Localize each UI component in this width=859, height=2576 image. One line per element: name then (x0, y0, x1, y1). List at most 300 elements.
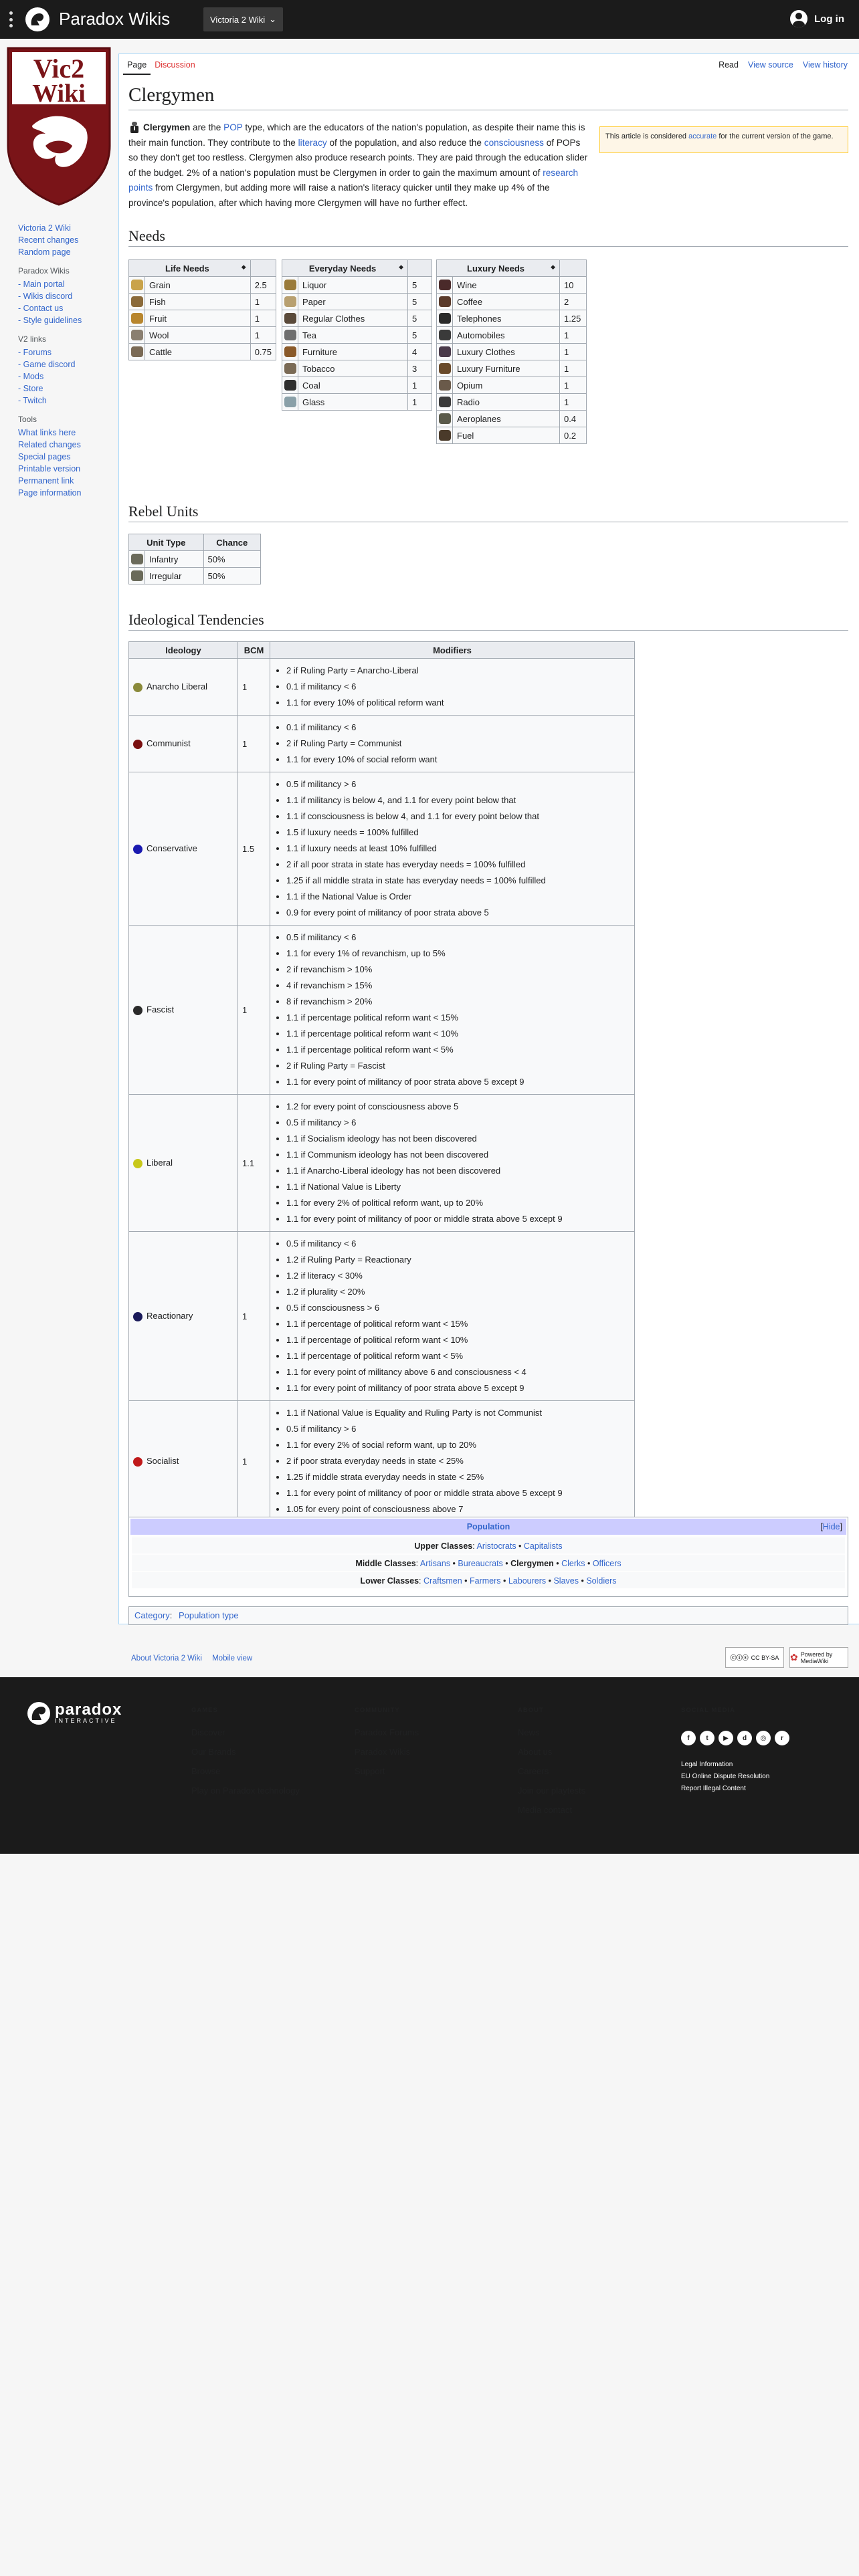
paradox-brand: paradox (55, 1701, 122, 1719)
youtube-icon[interactable]: ▶ (719, 1731, 733, 1745)
wiki-selector[interactable] (203, 7, 283, 31)
infantry-icon (131, 554, 143, 564)
notice-accurate-link[interactable]: accurate (688, 132, 717, 140)
wiki-logo[interactable] (5, 45, 112, 206)
tea-icon (284, 330, 296, 340)
luxury-needs-header[interactable] (437, 260, 560, 277)
unit-icon-cell (129, 568, 145, 584)
sidebar (18, 222, 118, 506)
tab-page[interactable]: Page (123, 60, 151, 75)
modifier-list (286, 1236, 630, 1396)
luxury-clothes-icon (439, 346, 451, 357)
navbox-link-bureaucrats[interactable]: Bureaucrats (458, 1559, 503, 1568)
navbox-link-officers[interactable]: Officers (592, 1559, 622, 1568)
need-row (129, 277, 276, 294)
modifier-item: • 1.2 for every point of consciousness above 5 (286, 1099, 630, 1115)
unit-chance: 50% (203, 551, 260, 568)
sidebar-link-contact-us[interactable]: - Contact us (18, 304, 64, 313)
good-name: Fruit (145, 310, 251, 327)
good-name: Fuel (453, 427, 560, 444)
paradox-logo-icon[interactable] (25, 7, 50, 31)
modifier-item: • 1.05 for every point of consciousness above 7 (286, 1501, 630, 1517)
footer-links (131, 1654, 252, 1662)
sidebar-link-special-pages[interactable]: Special pages (18, 452, 71, 461)
mediawiki-label: Powered by MediaWiki (800, 1650, 833, 1665)
intro-paragraph (128, 120, 848, 211)
radio-icon (439, 397, 451, 407)
population-navbox (128, 1517, 848, 1597)
navbox-link-slaves[interactable]: Slaves (553, 1576, 579, 1586)
conservative-ideology-icon (133, 845, 142, 854)
tab-view-source[interactable]: View source (747, 60, 793, 70)
wiki-selector-label: Victoria 2 Wiki (210, 14, 266, 25)
ideology-bcm: 1 (238, 659, 270, 716)
modifier-item: • 1.25 if all middle strata in state has everyday needs = 100% fulfilled (286, 873, 630, 889)
sidebar-link-wikis-discord[interactable]: - Wikis discord (18, 292, 73, 301)
login-button[interactable] (790, 10, 844, 27)
footer-badges (725, 1647, 848, 1668)
modifier-item: • 0.9 for every point of militancy of poor strata above 5 (286, 905, 630, 921)
good-name: Telephones (453, 310, 560, 327)
good-icon-cell (129, 344, 145, 360)
category-link[interactable]: Population type (178, 1610, 239, 1620)
view-tabs (714, 60, 852, 70)
need-row (282, 277, 432, 294)
coal-icon (284, 380, 296, 391)
modifier-list (286, 720, 630, 768)
need-row (129, 344, 276, 360)
modifier-item: • 0.1 if militancy < 6 (286, 679, 630, 695)
good-amount: 1 (250, 310, 276, 327)
good-amount: 0.75 (250, 344, 276, 360)
modifier-item: • 2 if poor strata everyday needs in state < 25% (286, 1453, 630, 1469)
navbox-separator: • (585, 1559, 593, 1568)
footer-link-join-playtests[interactable]: Join our playtests (518, 1786, 586, 1796)
modifier-item: • 1.1 for every 10% of social reform want (286, 752, 630, 768)
footer-social-header: SOCIAL MEDIA (681, 1707, 735, 1714)
footer-link-news[interactable]: News (518, 1727, 540, 1737)
footer-mobile-link[interactable]: Mobile view (212, 1654, 253, 1662)
user-icon (790, 10, 807, 27)
fascist-ideology-icon (133, 1006, 142, 1015)
good-icon-cell (129, 327, 145, 344)
report-illegal-link[interactable]: Report Illegal Content (681, 1785, 746, 1792)
ideology-row (129, 716, 635, 772)
navbox-hide-toggle[interactable]: [Hide] (820, 1522, 842, 1531)
cc-icon: ⓒⓘⓢ (730, 1654, 749, 1661)
modifier-item: • 1.1 for every point of militancy of poor strata above 5 except 9 (286, 1074, 630, 1090)
sidebar-link-what-links-here[interactable]: What links here (18, 428, 76, 437)
modifier-list (286, 663, 630, 711)
luxury-needs-table (436, 259, 587, 444)
navbox-separator: • (553, 1559, 562, 1568)
footer-community-header: COMMUNITY (355, 1707, 400, 1714)
good-icon-cell (282, 344, 298, 360)
footer-link-support[interactable]: Support (355, 1766, 385, 1776)
furniture-icon (284, 346, 296, 357)
ideology-bcm: 1 (238, 926, 270, 1095)
ideology-modifiers (270, 772, 635, 926)
navbox-label-lower: Lower Classes (360, 1576, 419, 1586)
good-name: Coal (298, 377, 408, 394)
modifier-item: • 2 if Ruling Party = Communist (286, 736, 630, 752)
need-row (129, 327, 276, 344)
socialist-ideology-icon (133, 1457, 142, 1467)
sidebar-link-recent-changes[interactable]: Recent changes (18, 235, 79, 245)
navbox-link-clergymen: Clergymen (510, 1559, 554, 1568)
intro-text-2: type, which are the educators of the nation's population, as despite their name this is their main function. They contribute to the (128, 122, 585, 148)
footer-link-play-on-paradox[interactable]: Play on Paradox technology (191, 1786, 300, 1796)
sidebar-link-mods[interactable]: - Mods (18, 372, 44, 381)
good-name: Automobiles (453, 327, 560, 344)
navbox-separator: • (579, 1576, 587, 1586)
good-icon-cell (437, 294, 453, 310)
cc-label: CC BY-SA (751, 1654, 779, 1661)
good-icon-cell (437, 427, 453, 444)
sidebar-link-main-portal[interactable]: - Main portal (18, 280, 65, 289)
namespace-tabs (123, 60, 199, 75)
ideology-row (129, 772, 635, 926)
navbox-separator: • (500, 1576, 508, 1586)
good-icon-cell (437, 327, 453, 344)
good-name: Coffee (453, 294, 560, 310)
ideology-bcm: 1.1 (238, 1095, 270, 1232)
good-name: Glass (298, 394, 408, 411)
irregular-icon (131, 570, 143, 581)
good-amount: 2.5 (250, 277, 276, 294)
good-amount: 5 (408, 277, 432, 294)
reddit-icon[interactable]: r (775, 1731, 789, 1745)
modifier-item: • 1.2 if Ruling Party = Reactionary (286, 1252, 630, 1268)
research-points-link[interactable]: research points (128, 167, 579, 193)
ideology-name: Conservative (147, 843, 197, 854)
modifier-item: • 1.1 for every point of militancy of poor strata above 5 except 9 (286, 1380, 630, 1396)
literacy-link[interactable]: literacy (298, 137, 327, 148)
sidebar-link-style-guidelines[interactable]: - Style guidelines (18, 316, 82, 325)
life-needs-header-label: Life Needs (165, 263, 209, 274)
modifier-list (286, 930, 630, 1090)
good-amount: 5 (408, 294, 432, 310)
need-row (437, 327, 587, 344)
ideology-name: Fascist (147, 1004, 175, 1015)
ideology-bcm: 1 (238, 1232, 270, 1401)
footer-legal (681, 1759, 769, 1795)
instagram-icon[interactable]: ◎ (756, 1731, 771, 1745)
pop-link[interactable]: POP (223, 122, 243, 132)
navbox-link-farmers[interactable]: Farmers (469, 1576, 501, 1586)
modifier-list (286, 1405, 630, 1517)
sidebar-link-twitch[interactable]: - Twitch (18, 396, 47, 405)
good-icon-cell (437, 277, 453, 294)
modifier-list (286, 776, 630, 921)
sidebar-header-v2: V2 links (18, 334, 47, 344)
need-row (129, 294, 276, 310)
need-row (437, 294, 587, 310)
navbox-hide-link[interactable]: Hide (822, 1522, 840, 1531)
good-amount: 1 (560, 377, 587, 394)
tab-view-history[interactable]: View history (802, 60, 848, 70)
ideology-modifiers (270, 659, 635, 716)
good-icon-cell (437, 394, 453, 411)
navbox-link-capitalists[interactable]: Capitalists (523, 1541, 563, 1551)
modifier-item: • 2 if Ruling Party = Anarcho-Liberal (286, 663, 630, 679)
glass-icon (284, 397, 296, 407)
footer-link-about-us[interactable]: About us (518, 1747, 553, 1757)
good-amount: 5 (408, 327, 432, 344)
svg-text:Vic2: Vic2 (33, 53, 85, 84)
good-amount: 5 (408, 310, 432, 327)
footer-about-header: ABOUT (518, 1707, 544, 1714)
modifier-item: • 1.1 if percentage of political reform want < 5% (286, 1348, 630, 1364)
good-amount: 1 (560, 394, 587, 411)
liberal-ideology-icon (133, 1159, 142, 1168)
modifier-item: • 1.1 if luxury needs at least 10% fulfilled (286, 841, 630, 857)
modifier-item: • 0.5 if consciousness > 6 (286, 1300, 630, 1316)
wine-icon (439, 280, 451, 290)
sidebar-link-related-changes[interactable]: Related changes (18, 440, 81, 449)
modifier-item: • 1.1 if consciousness is below 4, and 1.1 for every point below that (286, 809, 630, 825)
intro-text-1: are the (190, 122, 224, 132)
good-name: Wine (453, 277, 560, 294)
modifier-item: • 1.1 for every point of militancy of poor or middle strata above 5 except 9 (286, 1211, 630, 1227)
sidebar-link-forums[interactable]: - Forums (18, 348, 52, 357)
navbox-link-artisans[interactable]: Artisans (419, 1559, 451, 1568)
navbox-separator: • (502, 1559, 511, 1568)
life-needs-header[interactable] (129, 260, 251, 277)
paradox-brand-sub: INTERACTIVE (55, 1717, 117, 1724)
modifier-item: • 1.1 if Anarcho-Liberal ideology has not been discovered (286, 1163, 630, 1179)
rebel-unit-row (129, 551, 261, 568)
needs-heading: Needs (128, 227, 165, 244)
unit-chance: 50% (203, 568, 260, 584)
modifier-item: • 1.1 if National Value is Liberty (286, 1179, 630, 1195)
ideology-bcm: 1 (238, 1401, 270, 1522)
good-icon-cell (437, 411, 453, 427)
need-row (437, 344, 587, 360)
category-box: Category: Population type (128, 1606, 848, 1625)
paradox-mark-icon (27, 1701, 51, 1725)
navbox-row-upper: Upper Classes: Aristocrats • Capitalists (132, 1536, 845, 1553)
modifier-item: • 1.5 if luxury needs = 100% fulfilled (286, 825, 630, 841)
good-amount: 1 (560, 344, 587, 360)
need-row (437, 360, 587, 377)
need-row (437, 277, 587, 294)
modifier-item: • 2 if Ruling Party = Fascist (286, 1058, 630, 1074)
footer-link-careers[interactable]: Careers (518, 1766, 549, 1776)
rebel-units-table (128, 534, 261, 584)
sidebar-link-main-page[interactable]: Victoria 2 Wiki (18, 223, 71, 233)
ideology-name: Anarcho Liberal (147, 681, 208, 692)
eu-dispute-link[interactable]: EU Online Dispute Resolution (681, 1773, 770, 1780)
good-amount: 2 (560, 294, 587, 310)
need-row (282, 344, 432, 360)
login-label: Log in (814, 13, 844, 25)
footer-link-media-contact[interactable]: Media contact (518, 1805, 572, 1815)
good-name: Liquor (298, 277, 408, 294)
sidebar-link-permanent-link[interactable]: Permanent link (18, 476, 74, 486)
fuel-icon (439, 430, 451, 441)
navbox-header (130, 1519, 846, 1535)
modifier-item: • 1.1 if the National Value is Order (286, 889, 630, 905)
notice-text-post: for the current version of the game. (717, 132, 834, 140)
good-amount: 10 (560, 277, 587, 294)
footer-games-header: GAMES (191, 1707, 218, 1714)
good-icon-cell (282, 394, 298, 411)
twitter-icon[interactable]: t (700, 1731, 714, 1745)
ideology-cell (129, 772, 238, 926)
ideology-divider (128, 630, 848, 631)
fruit-icon (131, 313, 143, 324)
sidebar-link-printable-version[interactable]: Printable version (18, 464, 81, 473)
telephones-icon (439, 313, 451, 324)
luxury-needs-header-label: Luxury Needs (467, 263, 525, 274)
modifier-item: • 0.5 if militancy > 6 (286, 1115, 630, 1131)
everyday-needs-header-label: Everyday Needs (308, 263, 377, 274)
modifier-item: • 1.1 if militancy is below 4, and 1.1 for every point below that (286, 792, 630, 809)
navbox-link-labourers[interactable]: Labourers (508, 1576, 547, 1586)
modifier-item: • 0.5 if militancy > 6 (286, 1421, 630, 1437)
chevron-down-icon: ⌄ (269, 14, 277, 24)
footer-link-browse[interactable]: Browse (191, 1766, 221, 1776)
good-name: Paper (298, 294, 408, 310)
need-row (282, 294, 432, 310)
sidebar-header-tools: Tools (18, 415, 37, 424)
ideology-cell (129, 1095, 238, 1232)
ideology-modifiers (270, 926, 635, 1095)
social-icons (681, 1731, 789, 1745)
good-amount: 1 (560, 327, 587, 344)
sort-icon: ◆ (241, 263, 246, 270)
good-icon-cell (129, 294, 145, 310)
navbox-link-aristocrats[interactable]: Aristocrats (476, 1541, 516, 1551)
sidebar-link-page-information[interactable]: Page information (18, 488, 82, 498)
modifier-item: • 0.1 if militancy < 6 (286, 720, 630, 736)
ideology-name: Reactionary (147, 1311, 193, 1321)
need-row (437, 427, 587, 444)
footer-link-discover[interactable]: Discover (191, 1727, 225, 1737)
ideology-row (129, 926, 635, 1095)
need-row (282, 377, 432, 394)
good-icon-cell (129, 277, 145, 294)
modifier-list (286, 1099, 630, 1227)
site-title[interactable]: Paradox Wikis (59, 9, 171, 29)
modifier-item: • 1.1 if percentage political reform want < 15% (286, 1010, 630, 1026)
luxury-furniture-icon (439, 363, 451, 374)
unit-icon-cell (129, 551, 145, 568)
life-needs-table (128, 259, 276, 360)
sidebar-link-game-discord[interactable]: - Game discord (18, 360, 76, 369)
need-row (437, 377, 587, 394)
everyday-needs-table (282, 259, 432, 411)
modifier-item: • 4 if revanchism > 15% (286, 978, 630, 994)
notice-text-pre: This article is considered (605, 132, 689, 140)
good-icon-cell (282, 310, 298, 327)
footer-link-paradox-wikis[interactable]: Paradox Wikis (355, 1747, 411, 1757)
need-row (282, 394, 432, 411)
navbox-title[interactable]: Population (466, 1522, 510, 1531)
cc-by-sa-badge[interactable] (725, 1647, 784, 1668)
grain-icon (131, 280, 143, 290)
ideology-cell (129, 926, 238, 1095)
need-row (282, 360, 432, 377)
good-icon-cell (437, 377, 453, 394)
ideology-modifiers (270, 716, 635, 772)
modifier-item: • 1.1 if National Value is Equality and Ruling Party is not Communist (286, 1405, 630, 1421)
facebook-icon[interactable]: f (681, 1731, 696, 1745)
regular-clothes-icon (284, 313, 296, 324)
navbox-link-clerks[interactable]: Clerks (561, 1559, 585, 1568)
discord-icon[interactable]: d (737, 1731, 752, 1745)
sidebar-link-random-page[interactable]: Random page (18, 247, 71, 257)
rebel-units-heading: Rebel Units (128, 503, 199, 520)
ideology-heading: Ideological Tendencies (128, 611, 264, 628)
navbox-link-craftsmen[interactable]: Craftsmen (423, 1576, 462, 1586)
need-row (437, 394, 587, 411)
automobiles-icon (439, 330, 451, 340)
reactionary-ideology-icon (133, 1312, 142, 1321)
consciousness-link[interactable]: consciousness (484, 137, 544, 148)
paradox-interactive-logo[interactable] (27, 1701, 122, 1725)
unit-type: Irregular (145, 568, 204, 584)
sidebar-link-store[interactable]: - Store (18, 384, 43, 393)
intro-text-4: of POPs so they don't get too restless. Clergymen also produce research points. They are paid through the education slider of the budget. 2% of a nation's population must be Clergymen in order to gain the maximum amount of (128, 137, 588, 178)
footer-link-our-brands[interactable]: Our Brands (191, 1747, 236, 1757)
intro-name: Clergymen (143, 122, 191, 132)
ideology-modifiers (270, 1401, 635, 1522)
good-icon-cell (282, 277, 298, 294)
modifier-item: • 1.1 if percentage of political reform want < 15% (286, 1316, 630, 1332)
good-icon-cell (282, 327, 298, 344)
legal-information-link[interactable]: Legal Information (681, 1761, 733, 1768)
good-amount: 1 (250, 294, 276, 310)
modifier-item: • 1.1 for every 1% of revanchism, up to 5% (286, 946, 630, 962)
everyday-needs-header[interactable] (282, 260, 408, 277)
mediawiki-badge[interactable] (789, 1647, 848, 1668)
ideology-cell (129, 1232, 238, 1401)
need-row (129, 310, 276, 327)
navbox-separator: • (516, 1541, 524, 1551)
good-name: Luxury Clothes (453, 344, 560, 360)
tab-discussion[interactable]: Discussion (155, 60, 195, 70)
tobacco-icon (284, 363, 296, 374)
navbox-link-soldiers[interactable]: Soldiers (586, 1576, 617, 1586)
navbox-label-upper: Upper Classes (414, 1541, 473, 1551)
good-icon-cell (129, 310, 145, 327)
footer-link-paradox-forums[interactable]: Paradox Forums (355, 1727, 419, 1737)
tab-read[interactable]: Read (719, 60, 739, 70)
navbox-row-lower: Lower Classes: Craftsmen • Farmers • Labourers • Slaves • Soldiers (132, 1571, 845, 1588)
menu-icon[interactable] (9, 11, 16, 27)
good-name: Grain (145, 277, 251, 294)
sidebar-tools (18, 413, 118, 499)
aeroplanes-icon (439, 413, 451, 424)
modifiers-col-header: Modifiers (270, 642, 635, 659)
modifier-item: • 1.1 for every 2% of political reform want, up to 20% (286, 1195, 630, 1211)
navbox-row-middle: Middle Classes: Artisans • Bureaucrats • Clergymen • Clerks • Officers (132, 1553, 845, 1571)
footer-about-link[interactable]: About Victoria 2 Wiki (131, 1654, 202, 1662)
good-icon-cell (437, 310, 453, 327)
top-bar (0, 0, 859, 39)
liquor-icon (284, 280, 296, 290)
good-name: Fish (145, 294, 251, 310)
good-amount: 1 (408, 377, 432, 394)
navbox-separator: • (546, 1576, 554, 1586)
category-label-link[interactable]: Category (134, 1610, 170, 1620)
ideology-modifiers (270, 1095, 635, 1232)
sort-icon: ◆ (399, 263, 403, 270)
ideology-modifiers (270, 1232, 635, 1401)
modifier-item: • 8 if revanchism > 20% (286, 994, 630, 1010)
